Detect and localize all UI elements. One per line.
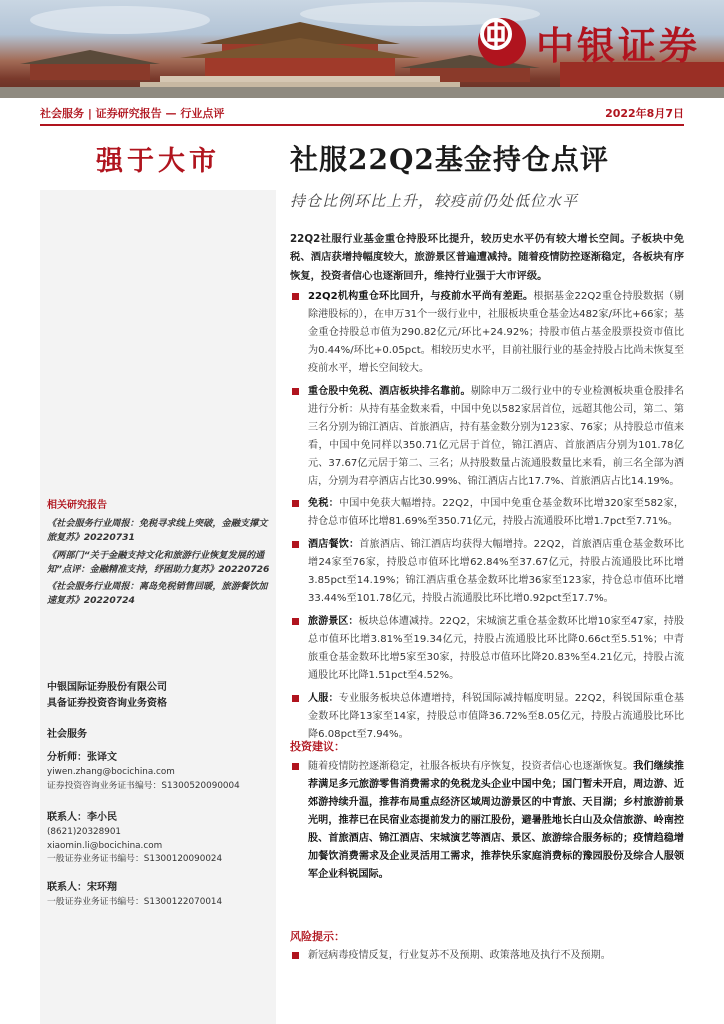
bullet-square-icon	[292, 293, 299, 300]
contact2-cert: 一般证券业务证书编号：S1300122070014	[47, 897, 223, 907]
company-info	[47, 680, 272, 711]
bullet-text: 板块总体遭减持。22Q2，宋城演艺重仓基金数环比增10家至47家，持股总市值环比增3.81%至19.34亿元，持股占流通股比环比降0.66ct至5.51%；中青旅重仓基金数环比增5家至30家，持股总市值环比降20.83%至4.21亿元，持股占流通股比环比降1.51pct至4.52%。	[308, 616, 684, 682]
investment-text: 随着疫情防控逐渐稳定，社服各板块有序恢复，投资者信心也逐渐恢复。	[308, 761, 634, 772]
bullet-text: 剔除申万二级行业中的专业检测板块重仓股排名进行分析：从持有基金数来看，中国中免以582家居首位，远超其他公司，第二、第三名分别为锦江酒店、首旅酒店，持有基金数分别为123家、76家；从持股总市值来看，中国中免同样以350.71亿元居于首位，锦江酒店、首旅酒店分别为101.78亿元、37.67亿元居于第二、三名；从持股数量占流通股数量比来看，前三名全部为酒店，分别为君亭酒店占比30.99%、锦江酒店占比17.7%、首旅酒店占比14.19%。	[308, 385, 684, 487]
related-report-item[interactable]: 《社会服务行业周报：免税寻求线上突破，金融支撑文旅复苏》20220731	[47, 518, 268, 544]
bullet-text: 中国中免获大幅增持。22Q2，中国中免重仓基金数环比增320家至582家，持仓总市值环比增81.69%至350.71亿元，持股占流通股环比增1.7pct至7.71%。	[308, 498, 684, 528]
bullet-square-icon	[292, 541, 299, 548]
related-report-item[interactable]: 《社会服务行业周报：离岛免税销售回暖，旅游餐饮加速复苏》20220724	[47, 581, 268, 607]
bullet-square-icon	[292, 618, 299, 625]
list-item	[290, 690, 684, 744]
rating-label: 强于大市	[96, 145, 220, 177]
bullet-lead: 人服：	[308, 693, 339, 705]
analyst-block	[47, 750, 272, 793]
rating-box	[40, 126, 276, 190]
contact2-block	[47, 880, 272, 910]
company-logo-text: 中银证券	[536, 22, 701, 68]
company-qualification: 具备证券投资咨询业务资格	[47, 697, 167, 709]
risk-heading: 风险提示：	[290, 930, 345, 943]
investment-recommendation: 我们继续推荐满足多元旅游零售消费需求的免税龙头企业中国中免；国门暂未开启，周边游、近郊游持续升温，推荐布局重点经济区域周边游景区的中青旅、天目湖；乡村旅游前景光明，推荐已在民宿业态提前发力的丽江股份，避暑胜地长白山及众信旅游、岭南控股、首旅酒店、锦江酒店、宋城演艺等酒店、景区、旅游综合服务标的；疫情趋稳增加餐饮消费需求及企业灵活用工需求，推荐快乐家庭消费标的豫园股份及综合人服领军企业科锐国际。	[308, 761, 684, 880]
related-reports	[47, 498, 272, 609]
bullet-lead: 旅游景区：	[308, 616, 359, 628]
bank-logo-icon	[478, 18, 526, 66]
report-meta-row	[40, 105, 684, 123]
bullet-square-icon	[292, 500, 299, 507]
bullet-text: 专业服务板块总体遭增持，科锐国际减持幅度明显。22Q2，科锐国际重仓基金数环比降13家至14家，持股总市值降36.72%至8.05亿元，持股占流通股比环比降6.08pct至7.94%。	[308, 693, 684, 740]
contact2-name: 联系人：宋环翔	[47, 882, 117, 893]
list-item	[290, 495, 684, 531]
contact1-block	[47, 810, 272, 867]
risk-paragraph	[290, 947, 684, 965]
contact1-email[interactable]: xiaomin.li@bocichina.com	[47, 840, 163, 851]
bullet-lead: 酒店餐饮：	[308, 539, 360, 551]
industry-label: 社会服务	[47, 729, 87, 740]
header-banner-image	[0, 0, 724, 98]
investment-paragraph	[290, 758, 684, 884]
report-category: 社会服务 | 证券研究报告 — 行业点评	[40, 107, 225, 120]
list-item	[290, 536, 684, 608]
analyst-name: 分析师：张译文	[47, 752, 117, 763]
contact1-cert: 一般证券业务证书编号：S1300120090024	[47, 854, 223, 865]
key-points-list	[290, 288, 684, 749]
risk-text: 新冠病毒疫情反复，行业复苏不及预期、政策落地及执行不及预期。	[308, 950, 611, 961]
report-title: 社服22Q2基金持仓点评	[290, 143, 609, 176]
list-item	[290, 613, 684, 685]
contact1-name: 联系人：李小民	[47, 812, 117, 823]
list-item	[290, 383, 684, 491]
related-reports-title: 相关研究报告	[47, 500, 107, 511]
list-item	[290, 288, 684, 378]
company-name: 中银国际证券股份有限公司	[47, 682, 167, 693]
bullet-lead: 免税：	[308, 498, 339, 510]
bullet-square-icon	[292, 952, 299, 959]
bullet-lead: 22Q2机构重仓环比回升，与疫前水平尚有差距。	[308, 291, 534, 302]
related-report-item[interactable]: 《两部门“关于金融支持文化和旅游行业恢复发展的通知”点评：金融精准支持，纾困助力复苏》20220726	[47, 549, 270, 575]
bullet-text: 首旅酒店、锦江酒店均获得大幅增持。22Q2，首旅酒店重仓基金数环比增24家至76家，持股总市值环比增62.84%至37.67亿元，持股占流通股比环比增3.85pct至14.19%；锦江酒店重仓基金数环比增36家至123家，持仓总市值环比增33.44%至101.78亿元，持股占流通股比环比增0.92pct至17.7%。	[308, 539, 684, 605]
analyst-email[interactable]: yiwen.zhang@bocichina.com	[47, 767, 175, 777]
industry-label-block	[47, 727, 272, 743]
report-date: 2022年8月7日	[605, 107, 684, 120]
company-logo	[478, 16, 700, 68]
bullet-square-icon	[292, 695, 299, 702]
bullet-square-icon	[292, 388, 299, 395]
bullet-lead: 重仓股中免税、酒店板块排名靠前。	[308, 385, 471, 397]
bullet-text: 根据基金22Q2重仓持股数据（剔除港股标的），在申万31个一级行业中，社服板块重仓基金达482家/环比+66家；基金重仓持股总市值为290.82亿元/环比+24.92%；持股市值占基金股票投资市值比为0.44%/环比+0.05pct。相较历史水平，目前社服行业的基金持股占比尚未恢复至疫前水平，增长空间较大。	[308, 291, 684, 374]
report-subtitle: 持仓比例环比上升，较疫前仍处低位水平	[290, 192, 579, 210]
report-summary: 22Q2社服行业基金重仓持股环比提升，较历史水平仍有较大增长空间。子板块中免税、酒店获增持幅度较大，旅游景区普遍遭减持。随着疫情防控逐渐稳定，各板块有序恢复，投资者信心也逐渐回升，维持行业强于大市评级。	[290, 233, 684, 282]
bullet-square-icon	[292, 763, 299, 770]
analyst-cert: 证券投资咨询业务证书编号：S1300520090004	[47, 780, 240, 791]
contact1-phone: (8621)20328901	[47, 827, 122, 837]
investment-heading: 投资建议：	[290, 740, 345, 753]
